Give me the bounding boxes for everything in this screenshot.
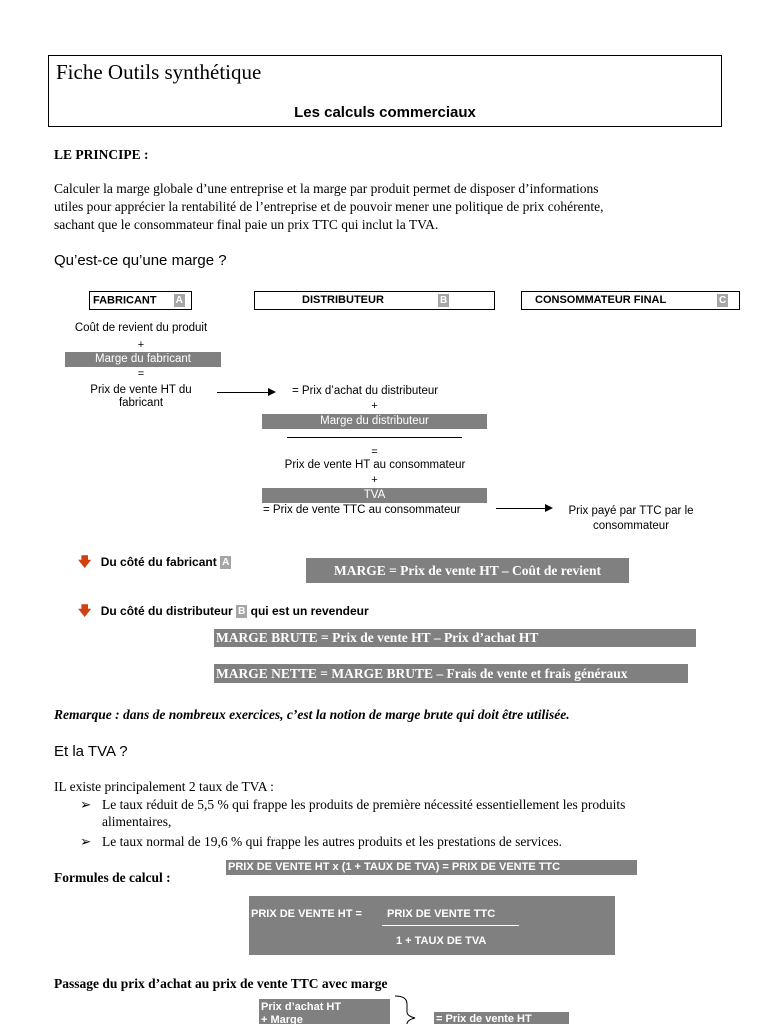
arrow-b-to-c — [496, 508, 545, 509]
distributeur-badge: B — [440, 295, 448, 306]
principle-line-1: Calculer la marge globale d’une entreprise et la marge par produit permet de disposer d’informations — [54, 181, 599, 196]
distributeur-label: DISTRIBUTEUR — [302, 294, 384, 306]
passage-heading: Passage du prix d’achat au prix de vente TTC avec marge — [54, 976, 388, 991]
fabricant-badge: A — [175, 295, 183, 306]
tva-rate-2-arrow-icon: ➢ — [80, 834, 92, 849]
document-title: Fiche Outils synthétique — [56, 60, 262, 84]
col-b-equals: = — [371, 446, 378, 458]
formula-ht-fraction-bar — [382, 925, 519, 926]
col-b-margin: Marge du distributeur — [262, 414, 487, 429]
passage-brace-icon — [393, 994, 433, 1024]
col-b-rule — [287, 437, 462, 438]
distributeur-side-label-after: qui est un revendeur — [250, 604, 369, 618]
principle-heading: LE PRINCIPE : — [54, 147, 149, 162]
consommateur-box — [521, 291, 740, 310]
passage-box-line1: Prix d’achat HT — [261, 1001, 342, 1013]
passage-result: = Prix de vente HT — [434, 1012, 569, 1024]
formulas-label: Formules de calcul : — [54, 870, 171, 885]
distributeur-side-label-before: Du côté du distributeur — [100, 604, 233, 618]
formula-ht-numerator: PRIX DE VENTE TTC — [387, 908, 496, 920]
fabricant-side-label: Du côté du fabricant — [100, 555, 217, 569]
distributeur-side-badge: B — [238, 606, 246, 618]
fabricant-box — [89, 291, 192, 310]
remark: Remarque : dans de nombreux exercices, c’est la notion de marge brute qui doit être utilisée. — [54, 707, 570, 722]
tva-rate-1-line2: alimentaires, — [102, 814, 172, 829]
tva-rate-2-text: Le taux normal de 19,6 % qui frappe les autres produits et les prestations de services. — [102, 834, 562, 849]
col-c-line2: consommateur — [592, 520, 670, 532]
principle-line-2: utiles pour apprécier la rentabilité de l’entreprise et de pouvoir mener une politique de prix cohérente, — [54, 199, 604, 214]
header-box — [48, 55, 722, 127]
fabricant-label: FABRICANT — [93, 294, 157, 307]
tva-rate-2 — [80, 833, 730, 850]
col-b-plus1: + — [371, 400, 378, 412]
col-b-purchase: = Prix d’achat du distributeur — [292, 385, 439, 397]
distributeur-side-bullet-icon: 🡇 — [78, 603, 92, 618]
col-b-price-ht: Prix de vente HT au consommateur — [284, 459, 466, 471]
col-a-cost: Coût de revient du produit — [74, 322, 208, 334]
col-b-plus2: + — [371, 474, 378, 486]
consommateur-badge: C — [719, 295, 727, 306]
principle-text — [54, 180, 716, 234]
tva-rate-1-line1: Le taux réduit de 5,5 % qui frappe les produits de première nécessité essentiellement les produits — [102, 797, 626, 812]
distributeur-side-row — [78, 602, 369, 624]
formula-ttc: PRIX DE VENTE HT x (1 + TAUX DE TVA) = PRIX DE VENTE TTC — [226, 860, 637, 875]
marge-brute-formula: MARGE BRUTE = Prix de vente HT – Prix d’achat HT — [214, 629, 696, 647]
tva-heading: Et la TVA ? — [54, 743, 128, 760]
passage-box — [259, 999, 390, 1024]
arrow-a-to-b-head — [268, 388, 276, 396]
arrow-b-to-c-head — [545, 504, 553, 512]
fabricant-side-bullet-icon: 🡇 — [78, 554, 92, 569]
marge-heading: Qu’est-ce qu’une marge ? — [54, 252, 227, 269]
col-a-margin: Marge du fabricant — [65, 352, 221, 367]
col-a-equals: = — [137, 368, 145, 380]
col-b-tva: TVA — [262, 488, 487, 503]
formula-ht-denominator: 1 + TAUX DE TVA — [396, 935, 487, 947]
col-a-price-line1: Prix de vente HT du — [90, 384, 192, 396]
principle-line-3: sachant que le consommateur final paie un prix TTC qui inclut la TVA. — [54, 217, 439, 232]
col-a-plus: + — [137, 339, 145, 351]
document-subtitle: Les calculs commerciaux — [294, 104, 476, 121]
tva-rate-1-arrow-icon: ➢ — [80, 797, 92, 812]
fabricant-side-badge: A — [222, 557, 230, 569]
formula-ht-box — [249, 896, 615, 955]
fabricant-side-row — [78, 553, 231, 575]
distributeur-box — [254, 291, 495, 310]
col-c-paid — [553, 504, 709, 534]
col-b-price-ttc: = Prix de vente TTC au consommateur — [263, 504, 461, 516]
tva-intro: IL existe principalement 2 taux de TVA : — [54, 779, 274, 794]
arrow-a-to-b — [217, 392, 269, 393]
formula-ht-left: PRIX DE VENTE HT = — [251, 908, 362, 920]
col-a-price — [50, 384, 232, 410]
col-c-line1: Prix payé par TTC par le — [568, 505, 694, 517]
consommateur-label: CONSOMMATEUR FINAL — [535, 294, 667, 306]
tva-rate-1 — [80, 796, 730, 830]
col-a-price-line2: fabricant — [118, 397, 164, 409]
passage-box-line2: + Marge — [261, 1014, 303, 1026]
fabricant-formula: MARGE = Prix de vente HT – Coût de revient — [306, 558, 629, 583]
marge-nette-formula: MARGE NETTE = MARGE BRUTE – Frais de vente et frais généraux — [214, 664, 688, 683]
